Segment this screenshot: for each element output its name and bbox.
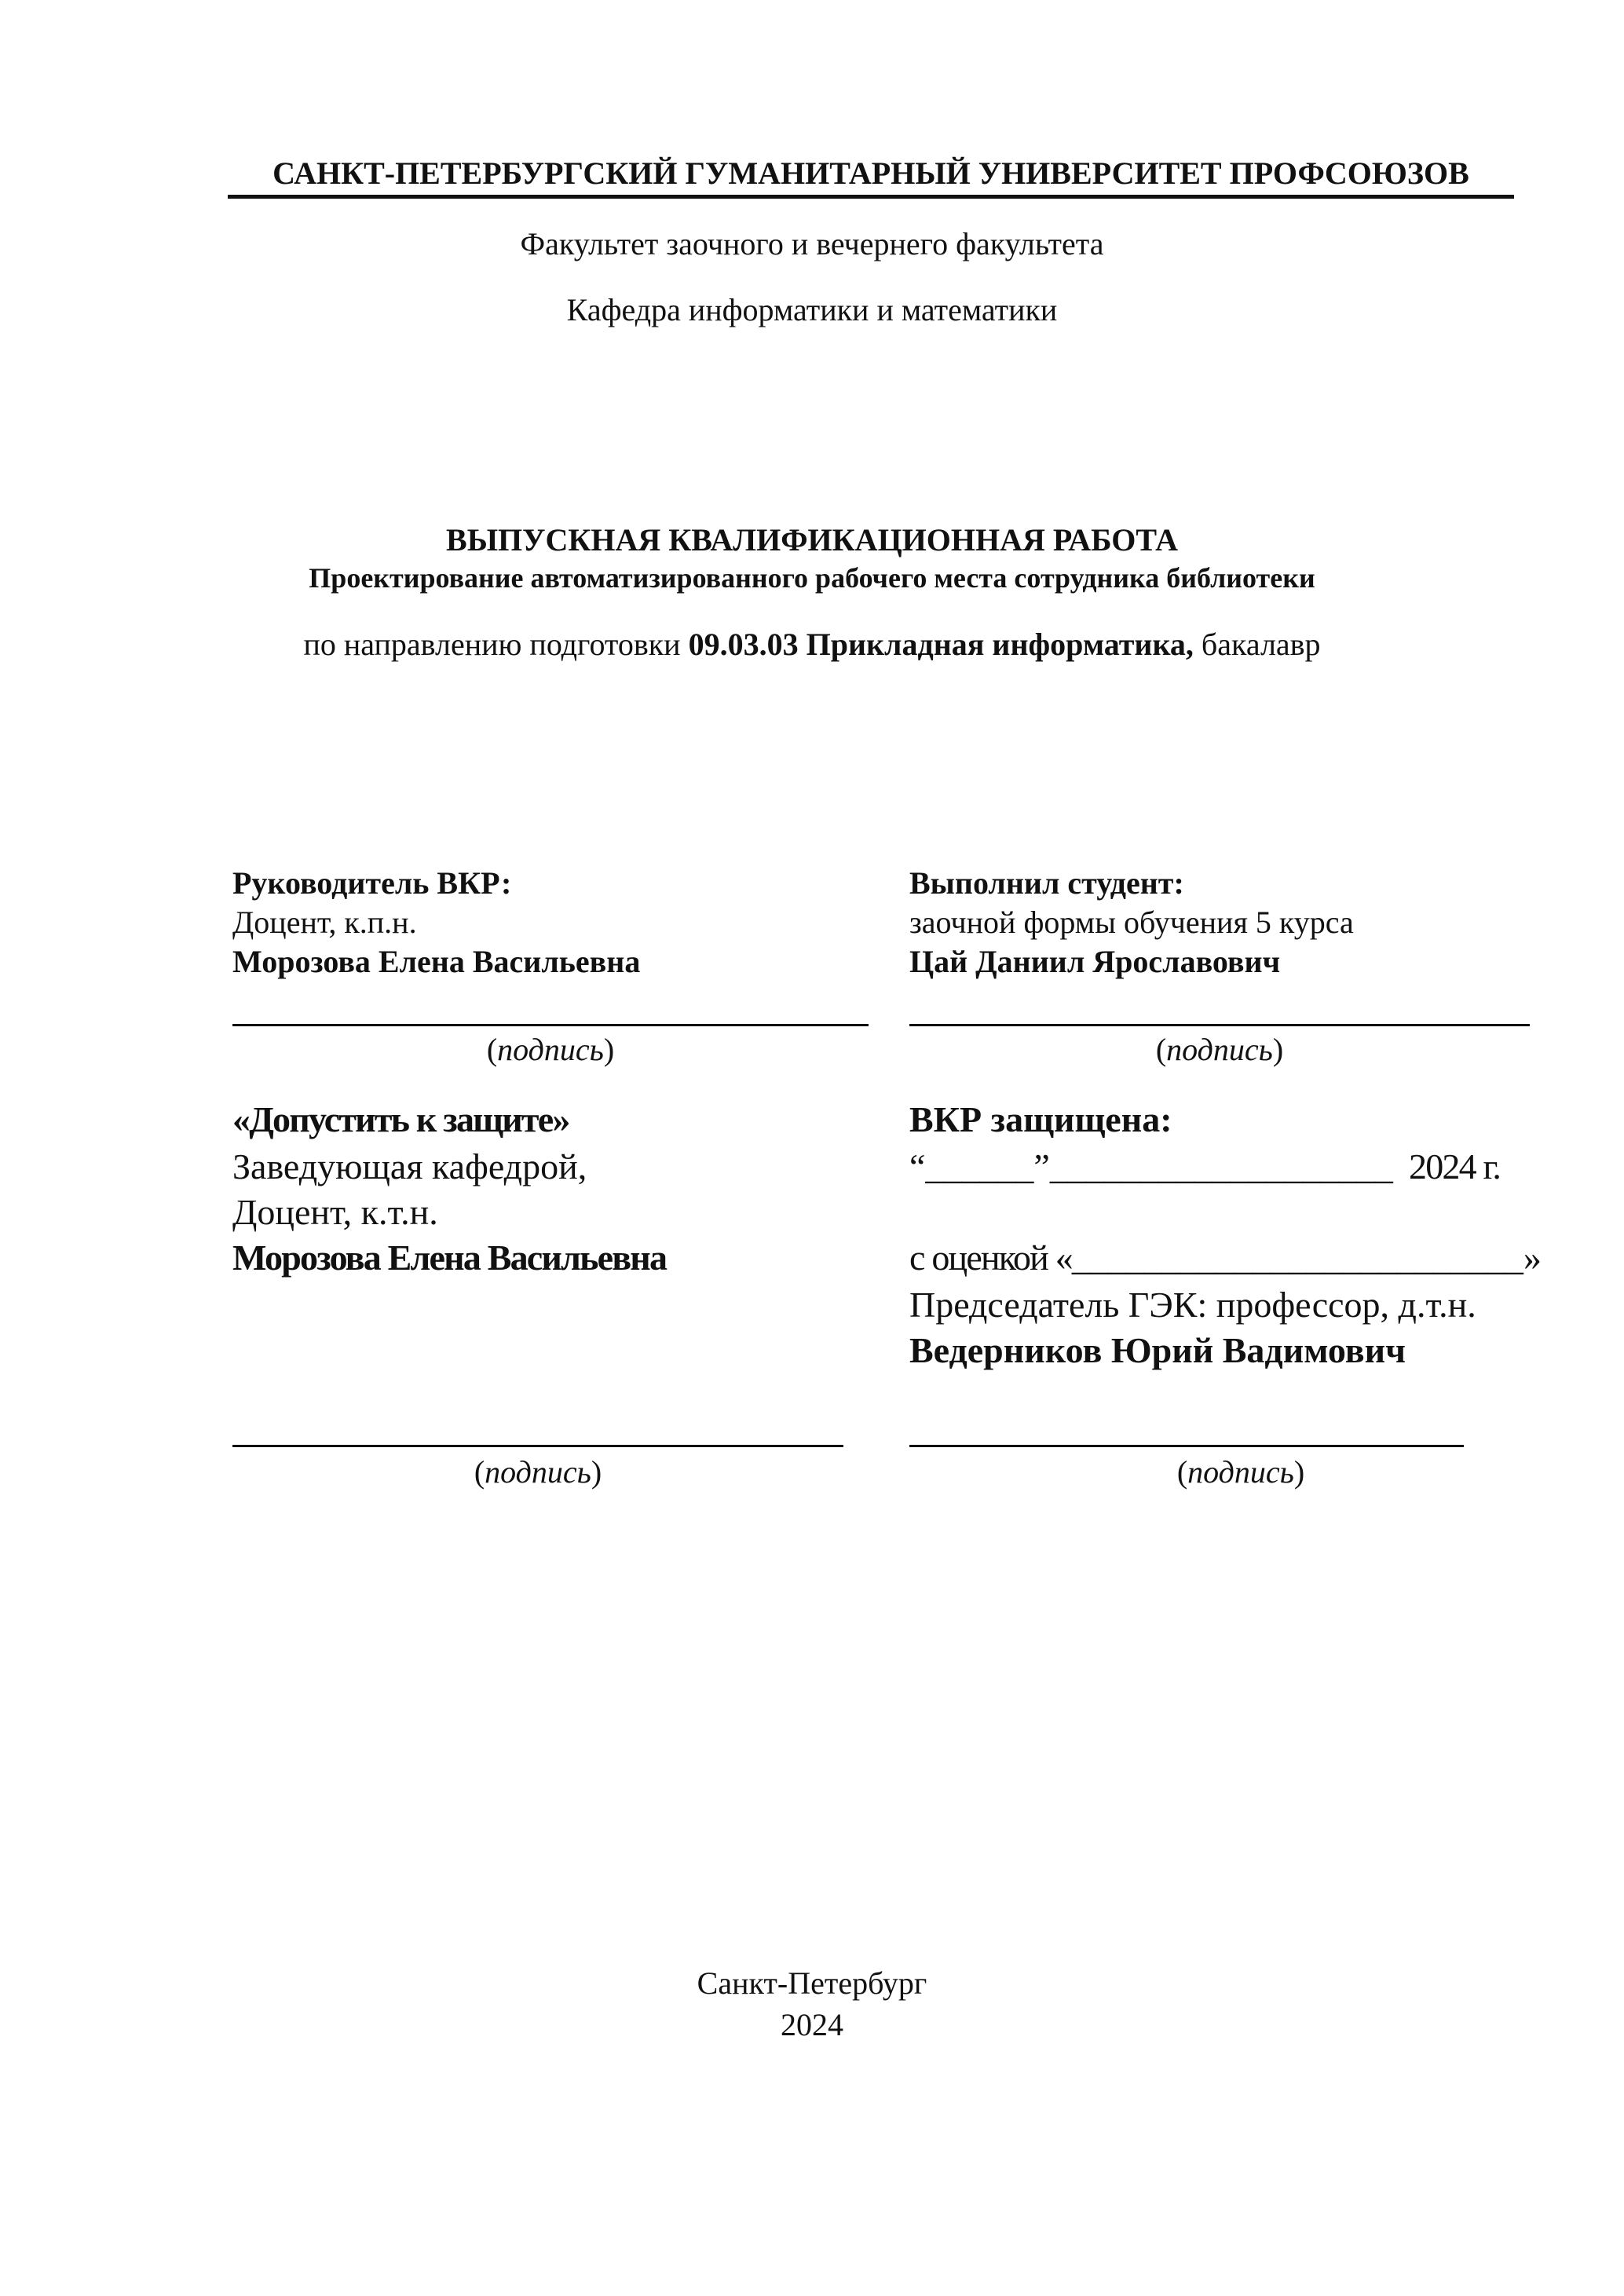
grade-prefix: с оценкой « bbox=[909, 1238, 1072, 1278]
admission-name: Морозова Елена Васильевна bbox=[232, 1238, 667, 1278]
defense-chair-name: Ведерников Юрий Вадимович bbox=[909, 1330, 1406, 1370]
admission-signature-line bbox=[232, 1445, 843, 1447]
supervisor-signature-caption: (подпись) bbox=[486, 1032, 615, 1067]
admission-signature-caption: (подпись) bbox=[474, 1454, 602, 1490]
study-direction bbox=[0, 625, 1624, 664]
admission-degree: Доцент, к.т.н. bbox=[232, 1192, 438, 1232]
defense-signature-line bbox=[909, 1445, 1464, 1447]
faculty-name: Факультет заочного и вечернего факультета bbox=[520, 226, 1104, 261]
grade-blank: _________________________ bbox=[1071, 1238, 1523, 1278]
defense-chair: Председатель ГЭК: профессор, д.т.н. bbox=[909, 1285, 1476, 1325]
defense-signature-caption: (подпись) bbox=[1176, 1454, 1305, 1490]
direction-code: 09.03.03 Прикладная информатика, bbox=[688, 627, 1194, 662]
university-name: САНКТ-ПЕТЕРБУРГСКИЙ ГУМАНИТАРНЫЙ УНИВЕРСИТЕТ ПРОФСОЮЗОВ bbox=[228, 154, 1514, 199]
work-type: ВЫПУСКНАЯ КВАЛИФИКАЦИОННАЯ РАБОТА bbox=[446, 522, 1178, 558]
defense-heading: ВКР защищена: bbox=[909, 1099, 1172, 1139]
admission-heading: «Допустить к защите» bbox=[232, 1099, 569, 1139]
grade-suffix: » bbox=[1523, 1238, 1542, 1278]
supervisor-name: Морозова Елена Васильевна bbox=[232, 944, 641, 979]
direction-prefix: по направлению подготовки bbox=[303, 627, 689, 662]
department-name: Кафедра информатики и математики bbox=[566, 292, 1058, 327]
defense-grade-line bbox=[909, 1236, 1542, 1280]
student-signature-line bbox=[909, 1024, 1530, 1026]
admission-role: Заведующая кафедрой, bbox=[232, 1146, 587, 1186]
defense-year: 2024 г. bbox=[1409, 1146, 1501, 1186]
supervisor-signature-line bbox=[232, 1024, 869, 1026]
direction-suffix: бакалавр bbox=[1193, 627, 1321, 662]
work-topic: Проектирование автоматизированного рабочего места сотрудника библиотеки bbox=[309, 562, 1315, 594]
defense-date-line: “______”___________________ bbox=[909, 1146, 1393, 1186]
supervisor-position: Доцент, к.п.н. bbox=[232, 905, 417, 940]
footer-year: 2024 bbox=[781, 2007, 843, 2042]
student-signature-caption: (подпись) bbox=[1155, 1032, 1284, 1067]
student-name: Цай Даниил Ярославович bbox=[909, 944, 1281, 979]
student-heading: Выполнил студент: bbox=[909, 865, 1184, 901]
footer-city: Санкт-Петербург bbox=[697, 1965, 927, 2001]
supervisor-heading: Руководитель ВКР: bbox=[232, 865, 512, 901]
student-info: заочной формы обучения 5 курса bbox=[909, 905, 1354, 940]
